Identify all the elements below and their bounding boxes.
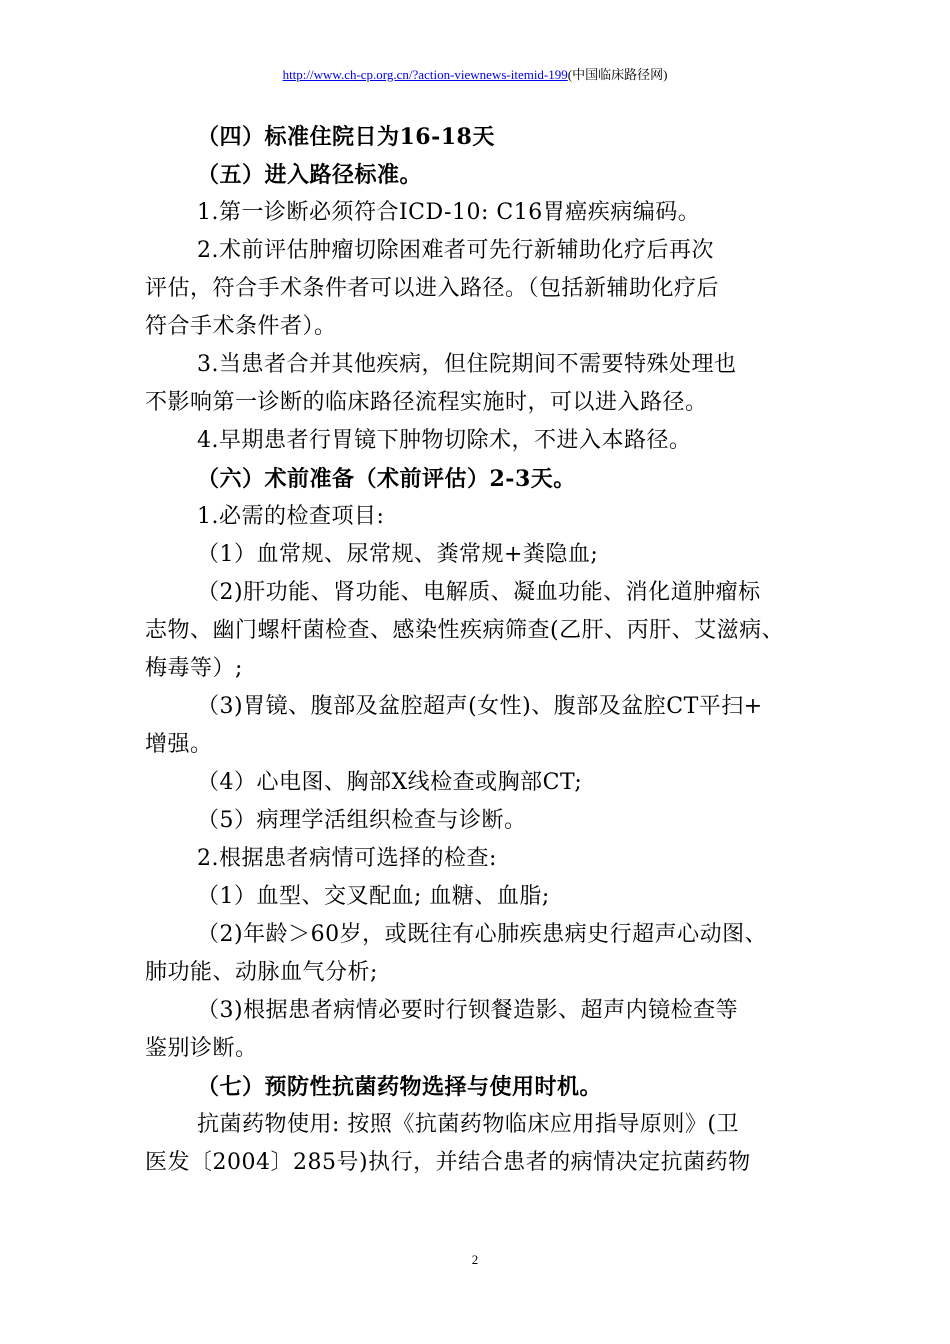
text-line: （3)胃镜、腹部及盆腔超声(女性)、腹部及盆腔CT平扫+ (197, 694, 763, 719)
text-line: 2.根据患者病情可选择的检查: (197, 846, 497, 871)
text-line: 增强。 (145, 732, 213, 757)
page-number: 2 (471, 1252, 479, 1267)
text-line: 3.当患者合并其他疾病，但住院期间不需要特殊处理也 (197, 352, 737, 377)
site-name: (中国临床路径网) (567, 67, 668, 82)
text-line: 评估，符合手术条件者可以进入路径。（包括新辅助化疗后 (145, 276, 720, 301)
text-line: （4）心电图、胸部X线检查或胸部CT; (197, 770, 583, 795)
text-line: 梅毒等）; (145, 656, 243, 681)
document-body (145, 118, 825, 1182)
text-line: （5）病理学活组织检查与诊断。 (197, 808, 527, 833)
text-line: （2)肝功能、肾功能、电解质、凝血功能、消化道肿瘤标 (197, 580, 761, 605)
text-line: 医发〔2004〕285号)执行，并结合患者的病情决定抗菌药物 (145, 1150, 751, 1175)
source-url-link[interactable]: http://www.ch-cp.org.cn/?action-viewnews-itemid-199 (282, 67, 568, 82)
text-line: 肺功能、动脉血气分析; (145, 960, 378, 985)
text-line: 不影响第一诊断的临床路径流程实施时，可以进入路径。 (145, 390, 708, 415)
text-line: 2.术前评估肿瘤切除困难者可先行新辅助化疗后再次 (197, 238, 714, 263)
section-heading: （四）标准住院日为16-18天 (197, 124, 495, 150)
text-line: （3)根据患者病情必要时行钡餐造影、超声内镜检查等 (197, 998, 739, 1023)
text-line: 4.早期患者行胃镜下肿物切除术，不进入本路径。 (197, 428, 692, 453)
text-line: 志物、幽门螺杆菌检查、感染性疾病筛查(乙肝、丙肝、艾滋病、 (145, 618, 785, 643)
page-header (0, 66, 950, 84)
text-line: （1）血型、交叉配血; 血糖、血脂; (197, 884, 550, 909)
section-heading: （七）预防性抗菌药物选择与使用时机。 (197, 1074, 603, 1100)
section-heading: （六）术前准备（术前评估）2-3天。 (197, 466, 576, 492)
text-line: 鉴别诊断。 (145, 1036, 258, 1061)
text-line: 抗菌药物使用: 按照《抗菌药物临床应用指导原则》(卫 (197, 1112, 739, 1137)
text-line: 1.必需的检查项目: (197, 504, 385, 529)
text-line: （1）血常规、尿常规、粪常规+粪隐血; (197, 542, 599, 567)
text-line: （2)年龄＞60岁，或既往有心肺疾患病史行超声心动图、 (197, 922, 768, 947)
section-heading: （五）进入路径标准。 (197, 162, 423, 188)
text-line: 1.第一诊断必须符合ICD-10: C16胃癌疾病编码。 (197, 200, 701, 225)
text-line: 符合手术条件者）。 (145, 314, 337, 339)
